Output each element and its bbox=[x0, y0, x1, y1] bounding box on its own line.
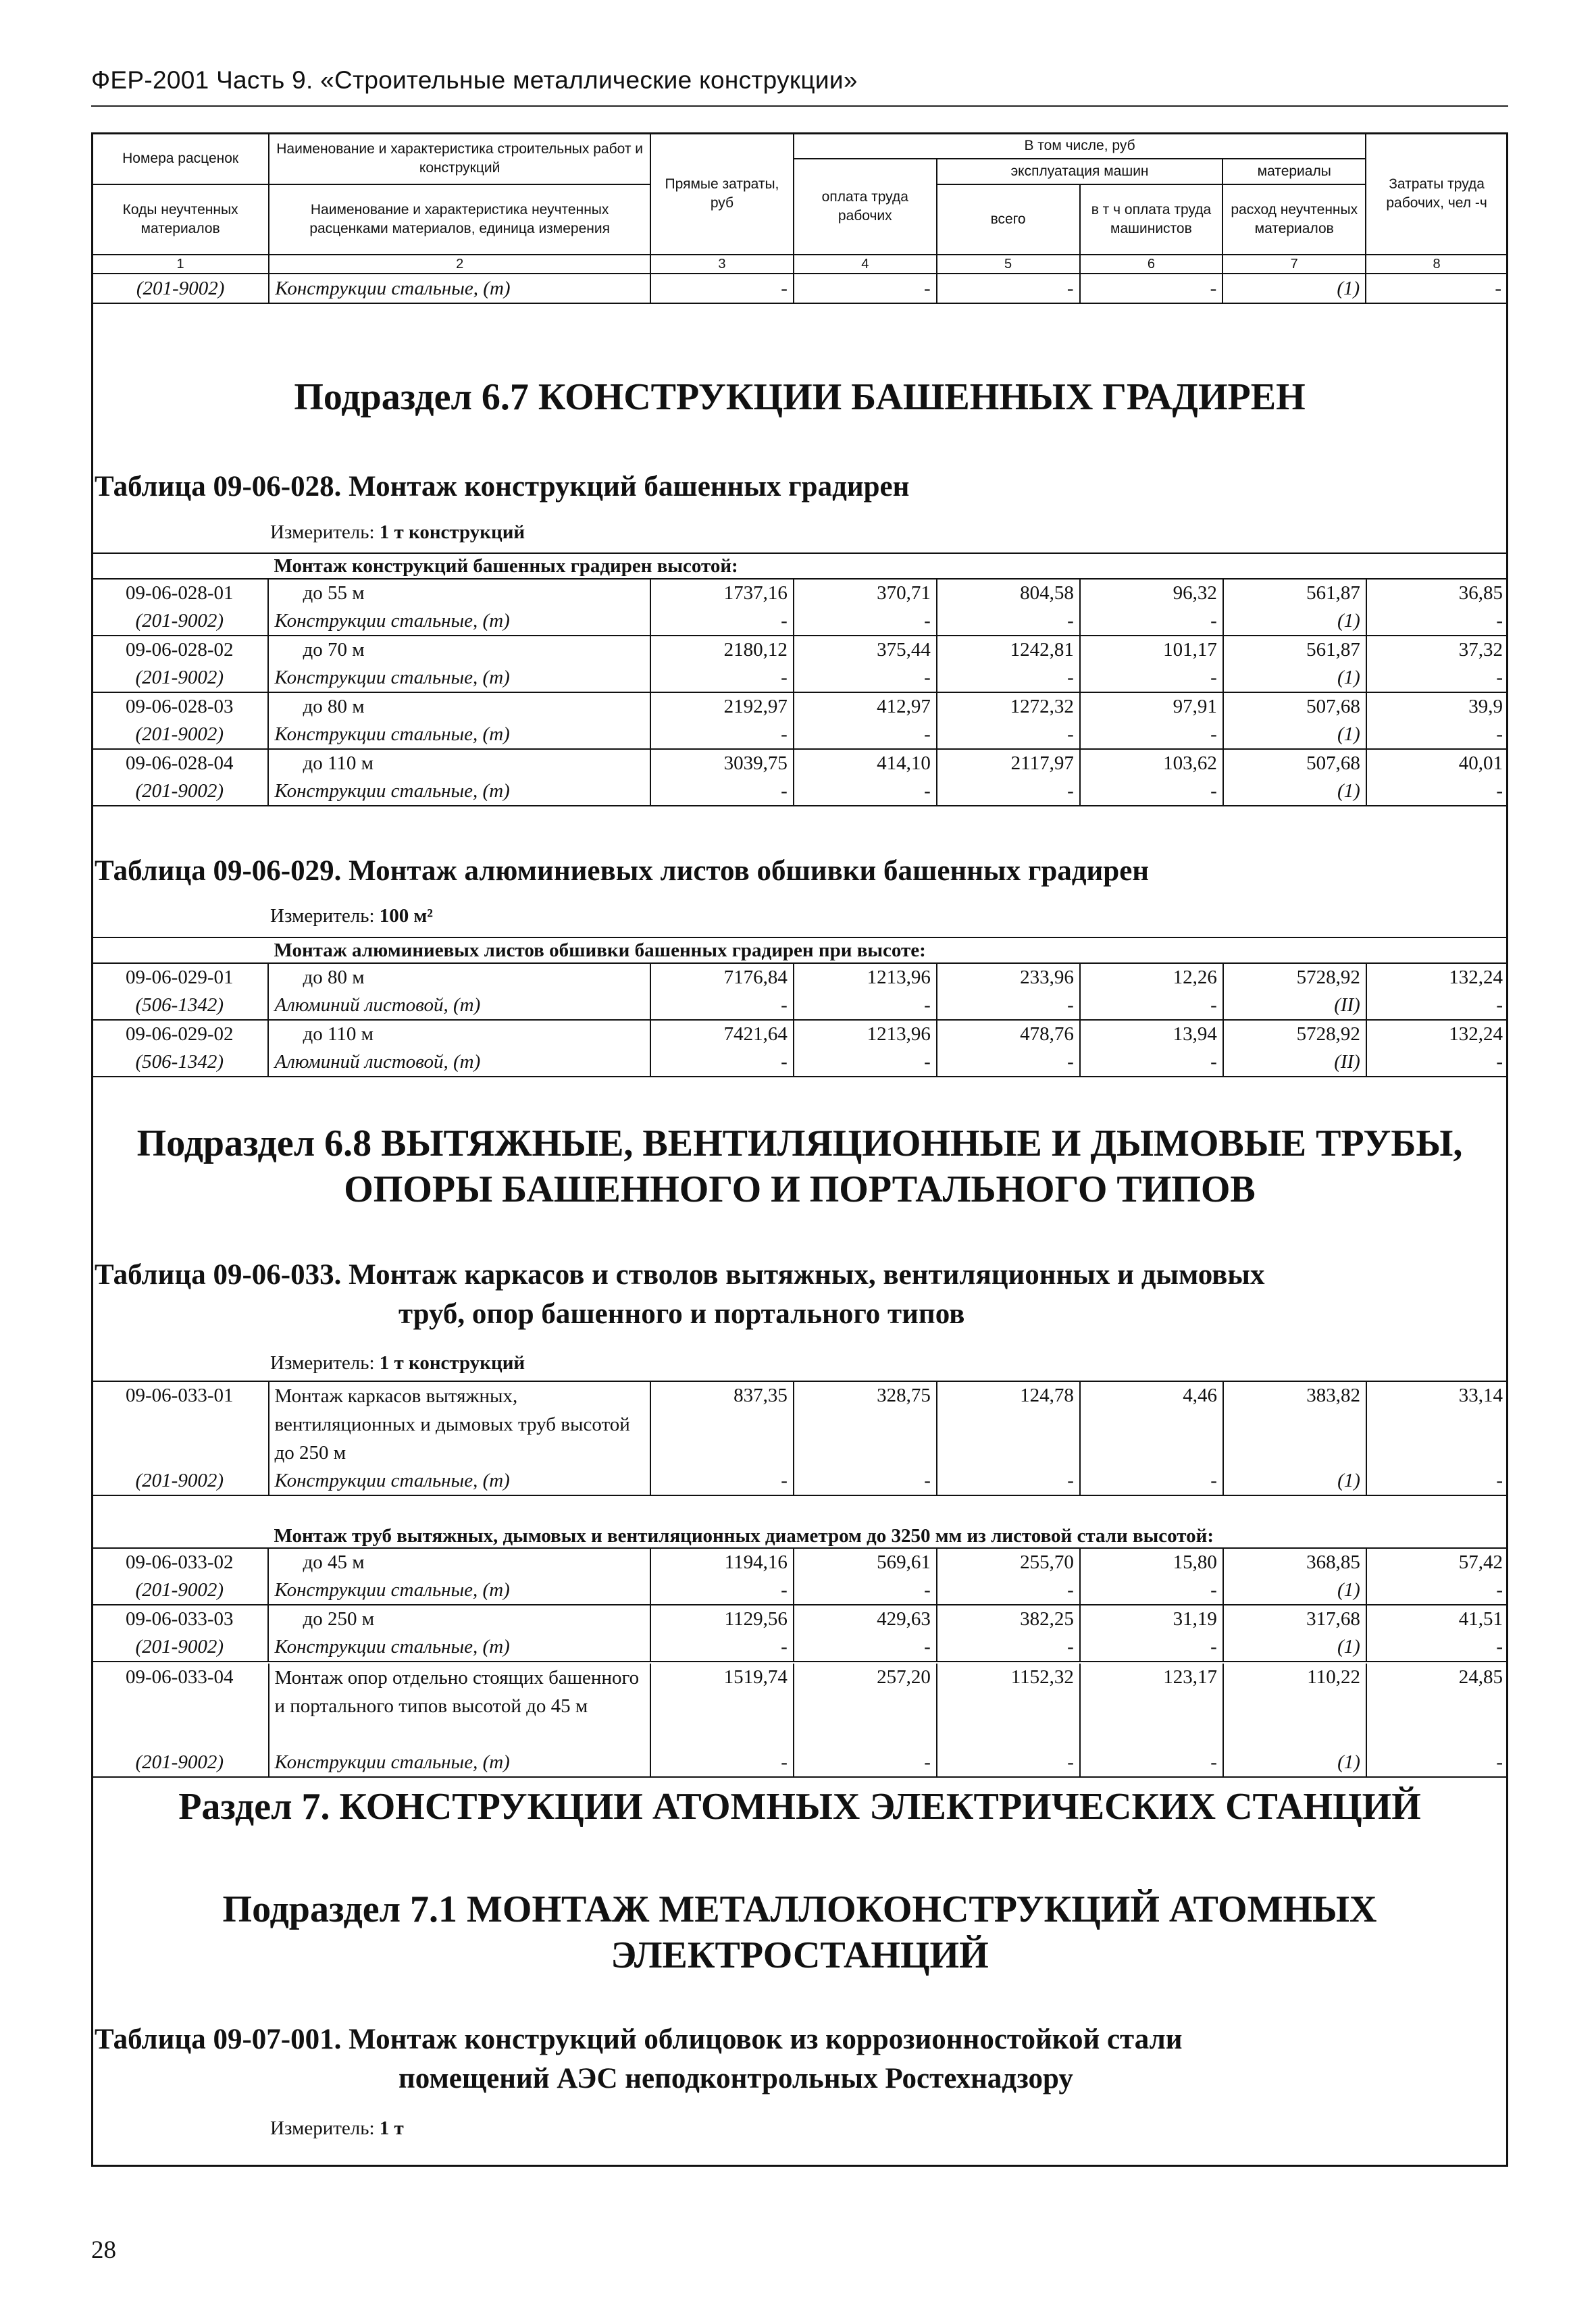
cell-value: - bbox=[650, 721, 794, 749]
section-title: Подраздел 6.8 ВЫТЯЖНЫЕ, ВЕНТИЛЯЦИОННЫЕ И ДЫМОВЫЕ ТРУБЫ, bbox=[136, 1123, 1463, 1164]
cell-value: - bbox=[794, 1749, 937, 1777]
cell-value: 96,32 bbox=[1080, 579, 1223, 607]
table-row bbox=[91, 1381, 1508, 1467]
cell-value: 1213,96 bbox=[794, 963, 937, 992]
measure-line bbox=[270, 2117, 404, 2140]
rates-table-09-06-033 bbox=[91, 1381, 1508, 1496]
cell-value: 7176,84 bbox=[650, 963, 794, 992]
rate-name: до 45 м bbox=[268, 1548, 650, 1576]
column-number: 4 bbox=[794, 255, 937, 274]
table-row bbox=[91, 1020, 1508, 1048]
cell-value: - bbox=[1366, 664, 1508, 692]
cell-value: 569,61 bbox=[794, 1548, 937, 1576]
rates-table-09-06-033-pipes bbox=[91, 1524, 1508, 1662]
cell-value: 478,76 bbox=[937, 1020, 1080, 1048]
cell-value: 370,71 bbox=[794, 579, 937, 607]
cell-value: 1519,74 bbox=[650, 1664, 794, 1749]
header-labor-pay: оплата труда рабочих bbox=[794, 159, 937, 255]
material-name: Алюминий листовой, (т) bbox=[268, 992, 650, 1020]
material-name: Конструкции стальные, (т) bbox=[268, 721, 650, 749]
cell-value: 383,82 bbox=[1223, 1381, 1366, 1467]
cell-value: 2192,97 bbox=[650, 692, 794, 721]
cell-value: 57,42 bbox=[1458, 1551, 1503, 1573]
cell-value: (II) bbox=[1223, 992, 1366, 1020]
cell-value: 368,85 bbox=[1223, 1548, 1366, 1576]
header-rule bbox=[91, 105, 1508, 107]
cell-value: (1) bbox=[1222, 274, 1366, 303]
table-title: Таблица 09-06-029. Монтаж алюминиевых листов обшивки башенных градирен bbox=[95, 855, 1150, 887]
rate-name: до 80 м bbox=[268, 692, 650, 721]
cell-value: - bbox=[937, 721, 1080, 749]
measure-line bbox=[270, 905, 433, 927]
header-labor-costs: Затраты труда рабочих, чел -ч bbox=[1366, 133, 1508, 255]
cell-value: - bbox=[1080, 992, 1223, 1020]
cell-value: 15,80 bbox=[1080, 1548, 1223, 1576]
rate-code: 09-06-033-03 bbox=[91, 1605, 268, 1633]
measure-line bbox=[270, 521, 525, 544]
column-number: 6 bbox=[1080, 255, 1223, 274]
cell-value: - bbox=[1366, 274, 1508, 303]
table-row bbox=[91, 749, 1508, 777]
section-title: Подраздел 6.7 КОНСТРУКЦИИ БАШЕННЫХ ГРАДИРЕН bbox=[294, 376, 1306, 418]
material-name: Конструкции стальные, (т) bbox=[269, 1467, 650, 1495]
cell-value: 412,97 bbox=[794, 692, 937, 721]
cell-value: - bbox=[794, 1633, 937, 1662]
cell-value: 97,91 bbox=[1080, 692, 1223, 721]
material-code: (506-1342) bbox=[91, 1048, 268, 1077]
cell-value: 1272,32 bbox=[937, 692, 1080, 721]
measure-label: Измеритель: bbox=[270, 905, 375, 927]
group-heading: Монтаж труб вытяжных, дымовых и вентиляционных диаметром до 3250 мм из листовой стали высотой: bbox=[268, 1524, 1508, 1548]
cell-value: - bbox=[1080, 1467, 1223, 1495]
cell-value: - bbox=[1366, 1576, 1508, 1605]
material-code: (201-9002) bbox=[91, 1467, 269, 1495]
table-row bbox=[91, 692, 1508, 721]
table-row bbox=[91, 1605, 1508, 1633]
table-row bbox=[91, 1548, 1508, 1576]
cell-value: 124,78 bbox=[937, 1381, 1080, 1467]
rate-name: до 70 м bbox=[268, 636, 650, 664]
cell-value: - bbox=[794, 1467, 937, 1495]
table-row bbox=[91, 1633, 1508, 1662]
table-row bbox=[91, 1048, 1508, 1077]
cell-value: 36,85 bbox=[1458, 582, 1503, 604]
cell-value: 24,85 bbox=[1458, 1666, 1503, 1688]
cell-value: - bbox=[794, 1048, 937, 1077]
group-heading: Монтаж алюминиевых листов обшивки башенных градирен при высоте: bbox=[268, 937, 1508, 963]
cell-value: - bbox=[650, 1048, 794, 1077]
material-name: Конструкции стальные, (т) bbox=[268, 1633, 650, 1662]
cell-value: 4,46 bbox=[1080, 1381, 1223, 1467]
table-title: Таблица 09-07-001. Монтаж конструкций облицовок из коррозионностойкой стали bbox=[95, 2024, 1183, 2055]
material-code: (201-9002) bbox=[92, 274, 269, 303]
material-code: (201-9002) bbox=[91, 1633, 268, 1662]
cell-value: - bbox=[1080, 1749, 1223, 1777]
rate-name: до 110 м bbox=[268, 1020, 650, 1048]
table-row bbox=[91, 963, 1508, 992]
cell-value: - bbox=[1366, 992, 1508, 1020]
header-materials: материалы bbox=[1222, 159, 1366, 184]
rates-table-09-06-028 bbox=[91, 552, 1508, 806]
cell-value: (1) bbox=[1223, 664, 1366, 692]
cell-value: - bbox=[650, 664, 794, 692]
cell-value: - bbox=[1080, 721, 1223, 749]
cell-value: (1) bbox=[1223, 1749, 1366, 1777]
section-title: Подраздел 7.1 МОНТАЖ МЕТАЛЛОКОНСТРУКЦИЙ АТОМНЫХ bbox=[222, 1888, 1377, 1930]
table-row bbox=[91, 664, 1508, 692]
cell-value: - bbox=[1080, 664, 1223, 692]
column-number: 8 bbox=[1366, 255, 1508, 274]
material-name: Конструкции стальные, (т) bbox=[268, 777, 650, 806]
cell-value: - bbox=[794, 721, 937, 749]
cell-value: - bbox=[937, 777, 1080, 806]
measure-value: 100 м² bbox=[379, 905, 433, 927]
cell-value: 37,32 bbox=[1458, 639, 1503, 661]
cell-value: - bbox=[1366, 1749, 1508, 1777]
cell-value: (1) bbox=[1223, 721, 1366, 749]
column-header-table bbox=[91, 132, 1508, 304]
section-title: ЭЛЕКТРОСТАНЦИЙ bbox=[611, 1934, 989, 1976]
measure-label: Измеритель: bbox=[270, 2117, 375, 2139]
rate-code: 09-06-029-02 bbox=[91, 1020, 268, 1048]
cell-value: - bbox=[937, 1749, 1080, 1777]
cell-value: 561,87 bbox=[1223, 636, 1366, 664]
cell-value: 12,26 bbox=[1080, 963, 1223, 992]
table-row bbox=[92, 274, 1508, 303]
cell-value: - bbox=[937, 992, 1080, 1020]
cell-value: 1129,56 bbox=[650, 1605, 794, 1633]
cell-value: - bbox=[794, 777, 937, 806]
cell-value: 1242,81 bbox=[937, 636, 1080, 664]
rate-name: до 110 м bbox=[268, 749, 650, 777]
material-code: (201-9002) bbox=[91, 1749, 269, 1777]
header-operators-pay: в т ч оплата труда машинистов bbox=[1080, 184, 1223, 255]
cell-value: - bbox=[1080, 1048, 1223, 1077]
cell-value: (1) bbox=[1223, 1633, 1366, 1662]
measure-label: Измеритель: bbox=[270, 521, 375, 543]
cell-value: 255,70 bbox=[937, 1548, 1080, 1576]
column-number: 7 bbox=[1222, 255, 1366, 274]
material-name: Алюминий листовой, (т) bbox=[268, 1048, 650, 1077]
table-title: Таблица 09-06-028. Монтаж конструкций башенных градирен bbox=[95, 471, 910, 503]
cell-value: 375,44 bbox=[794, 636, 937, 664]
cell-value: - bbox=[650, 992, 794, 1020]
cell-value: - bbox=[937, 1048, 1080, 1077]
material-code: (201-9002) bbox=[91, 1576, 268, 1605]
table-row bbox=[91, 607, 1508, 636]
header-machines: эксплуатация машин bbox=[937, 159, 1223, 184]
table-row bbox=[91, 1467, 1508, 1495]
measure-label: Измеритель: bbox=[270, 1352, 375, 1374]
cell-value: 507,68 bbox=[1223, 692, 1366, 721]
table-title: помещений АЭС неподконтрольных Ростехнадзору bbox=[398, 2063, 1073, 2094]
table-row bbox=[91, 777, 1508, 806]
cell-value: - bbox=[1080, 274, 1223, 303]
cell-value: - bbox=[1080, 1576, 1223, 1605]
cell-value: (1) bbox=[1223, 1576, 1366, 1605]
header-material-codes: Коды неучтенных материалов bbox=[92, 184, 269, 255]
material-name: Конструкции стальные, (т) bbox=[269, 274, 650, 303]
rate-name: Монтаж опор отдельно стоящих башенного и портального типов высотой до 45 м bbox=[269, 1664, 650, 1749]
cell-value: - bbox=[1366, 607, 1508, 636]
cell-value: 132,24 bbox=[1449, 1023, 1503, 1045]
rate-code: 09-06-029-01 bbox=[91, 963, 268, 992]
cell-value: 7421,64 bbox=[650, 1020, 794, 1048]
measure-value: 1 т конструкций bbox=[379, 1352, 525, 1374]
cell-value: (1) bbox=[1223, 1467, 1366, 1495]
cell-value: 123,17 bbox=[1080, 1664, 1223, 1749]
material-code: (506-1342) bbox=[91, 992, 268, 1020]
rate-code: 09-06-033-04 bbox=[91, 1664, 269, 1749]
cell-value: 1152,32 bbox=[937, 1664, 1080, 1749]
cell-value: 507,68 bbox=[1223, 749, 1366, 777]
cell-value: 328,75 bbox=[794, 1381, 937, 1467]
material-name: Конструкции стальные, (т) bbox=[268, 1576, 650, 1605]
cell-value: - bbox=[794, 664, 937, 692]
cell-value: - bbox=[794, 992, 937, 1020]
rate-code: 09-06-033-02 bbox=[91, 1548, 268, 1576]
cell-value: 41,51 bbox=[1458, 1608, 1503, 1630]
cell-value: 382,25 bbox=[937, 1605, 1080, 1633]
header-material-consumption: расход неучтенных материалов bbox=[1222, 184, 1366, 255]
header-including: В том числе, руб bbox=[794, 133, 1366, 159]
rates-table-09-06-029 bbox=[91, 937, 1508, 1077]
cell-value: - bbox=[1080, 607, 1223, 636]
measure-value: 1 т конструкций bbox=[379, 521, 525, 543]
cell-value: 429,63 bbox=[794, 1605, 937, 1633]
cell-value: - bbox=[937, 1633, 1080, 1662]
header-material-names: Наименование и характеристика неучтенных расценками материалов, единица измерения bbox=[269, 184, 650, 255]
material-code: (201-9002) bbox=[91, 777, 268, 806]
header-work-name: Наименование и характеристика строительных работ и конструкций bbox=[269, 133, 650, 184]
rate-name: до 250 м bbox=[268, 1605, 650, 1633]
column-numbers-row bbox=[92, 255, 1508, 274]
cell-value: (1) bbox=[1223, 777, 1366, 806]
cell-value: - bbox=[794, 607, 937, 636]
cell-value: - bbox=[650, 607, 794, 636]
cell-value: - bbox=[1366, 1633, 1508, 1662]
cell-value: 33,14 bbox=[1366, 1381, 1508, 1467]
table-row bbox=[91, 1576, 1508, 1605]
table-row bbox=[91, 636, 1508, 664]
rates-table-09-06-033-04 bbox=[91, 1664, 1508, 1778]
cell-value: - bbox=[650, 1633, 794, 1662]
cell-value: 5728,92 bbox=[1223, 963, 1366, 992]
cell-value: - bbox=[650, 1576, 794, 1605]
column-number: 1 bbox=[92, 255, 269, 274]
rate-code: 09-06-028-01 bbox=[91, 579, 268, 607]
cell-value: 2117,97 bbox=[937, 749, 1080, 777]
cell-value: 233,96 bbox=[937, 963, 1080, 992]
page-number: 28 bbox=[91, 2236, 116, 2264]
rate-name: Монтаж каркасов вытяжных, вентиляционных и дымовых труб высотой до 250 м bbox=[269, 1381, 650, 1467]
cell-value: 13,94 bbox=[1080, 1020, 1223, 1048]
header-machines-total: всего bbox=[937, 184, 1080, 255]
cell-value: 40,01 bbox=[1458, 752, 1503, 774]
header-direct-costs: Прямые затраты, руб bbox=[650, 133, 794, 255]
material-code: (201-9002) bbox=[91, 664, 268, 692]
cell-value: 39,9 bbox=[1468, 696, 1503, 717]
measure-line bbox=[270, 1352, 525, 1374]
cell-value: - bbox=[937, 1467, 1080, 1495]
table-row bbox=[91, 721, 1508, 749]
cell-value: 31,19 bbox=[1080, 1605, 1223, 1633]
cell-value: - bbox=[937, 664, 1080, 692]
cell-value: 1194,16 bbox=[650, 1548, 794, 1576]
table-title: Таблица 09-06-033. Монтаж каркасов и стволов вытяжных, вентиляционных и дымовых bbox=[95, 1259, 1265, 1291]
rate-code: 09-06-028-02 bbox=[91, 636, 268, 664]
cell-value: - bbox=[937, 1576, 1080, 1605]
material-name: Конструкции стальные, (т) bbox=[269, 1749, 650, 1777]
rate-code: 09-06-033-01 bbox=[91, 1381, 269, 1467]
rate-name: до 80 м bbox=[268, 963, 650, 992]
cell-value: 1737,16 bbox=[650, 579, 794, 607]
material-code: (201-9002) bbox=[91, 607, 268, 636]
rate-code: 09-06-028-03 bbox=[91, 692, 268, 721]
cell-value: - bbox=[650, 777, 794, 806]
cell-value: 3039,75 bbox=[650, 749, 794, 777]
cell-value: - bbox=[650, 1467, 794, 1495]
table-row bbox=[91, 1664, 1508, 1749]
cell-value: - bbox=[650, 274, 794, 303]
cell-value: 132,24 bbox=[1449, 967, 1503, 988]
cell-value: (1) bbox=[1223, 607, 1366, 636]
page-header: ФЕР-2001 Часть 9. «Строительные металлические конструкции» bbox=[91, 66, 858, 94]
table-title: труб, опор башенного и портального типов bbox=[398, 1298, 965, 1330]
table-row bbox=[91, 992, 1508, 1020]
cell-value: - bbox=[1366, 1467, 1508, 1495]
section-title: ОПОРЫ БАШЕННОГО И ПОРТАЛЬНОГО ТИПОВ bbox=[344, 1168, 1256, 1210]
column-number: 5 bbox=[937, 255, 1080, 274]
cell-value: 837,35 bbox=[650, 1381, 794, 1467]
cell-value: - bbox=[1366, 777, 1508, 806]
group-heading: Монтаж конструкций башенных градирен высотой: bbox=[268, 553, 1508, 579]
cell-value: 2180,12 bbox=[650, 636, 794, 664]
material-name: Конструкции стальные, (т) bbox=[268, 664, 650, 692]
cell-value: 101,17 bbox=[1080, 636, 1223, 664]
material-code: (201-9002) bbox=[91, 721, 268, 749]
header-rate-numbers: Номера расценок bbox=[92, 133, 269, 184]
column-number: 3 bbox=[650, 255, 794, 274]
cell-value: - bbox=[794, 274, 937, 303]
cell-value: (II) bbox=[1223, 1048, 1366, 1077]
cell-value: - bbox=[937, 607, 1080, 636]
rate-name: до 55 м bbox=[268, 579, 650, 607]
cell-value: - bbox=[1080, 777, 1223, 806]
cell-value: - bbox=[1080, 1633, 1223, 1662]
column-number: 2 bbox=[269, 255, 650, 274]
cell-value: - bbox=[794, 1576, 937, 1605]
cell-value: - bbox=[1366, 1048, 1508, 1077]
cell-value: 804,58 bbox=[937, 579, 1080, 607]
cell-value: 317,68 bbox=[1223, 1605, 1366, 1633]
cell-value: 414,10 bbox=[794, 749, 937, 777]
table-row bbox=[91, 579, 1508, 607]
cell-value: 561,87 bbox=[1223, 579, 1366, 607]
material-name: Конструкции стальные, (т) bbox=[268, 607, 650, 636]
rate-code: 09-06-028-04 bbox=[91, 749, 268, 777]
cell-value: 110,22 bbox=[1223, 1664, 1366, 1749]
cell-value: 257,20 bbox=[794, 1664, 937, 1749]
measure-value: 1 т bbox=[379, 2117, 404, 2139]
cell-value: 1213,96 bbox=[794, 1020, 937, 1048]
cell-value: - bbox=[937, 274, 1080, 303]
table-row bbox=[91, 1749, 1508, 1777]
section-title: Раздел 7. КОНСТРУКЦИИ АТОМНЫХ ЭЛЕКТРИЧЕСКИХ СТАНЦИЙ bbox=[178, 1786, 1421, 1828]
cell-value: 103,62 bbox=[1080, 749, 1223, 777]
cell-value: - bbox=[1366, 721, 1508, 749]
cell-value: - bbox=[650, 1749, 794, 1777]
cell-value: 5728,92 bbox=[1223, 1020, 1366, 1048]
